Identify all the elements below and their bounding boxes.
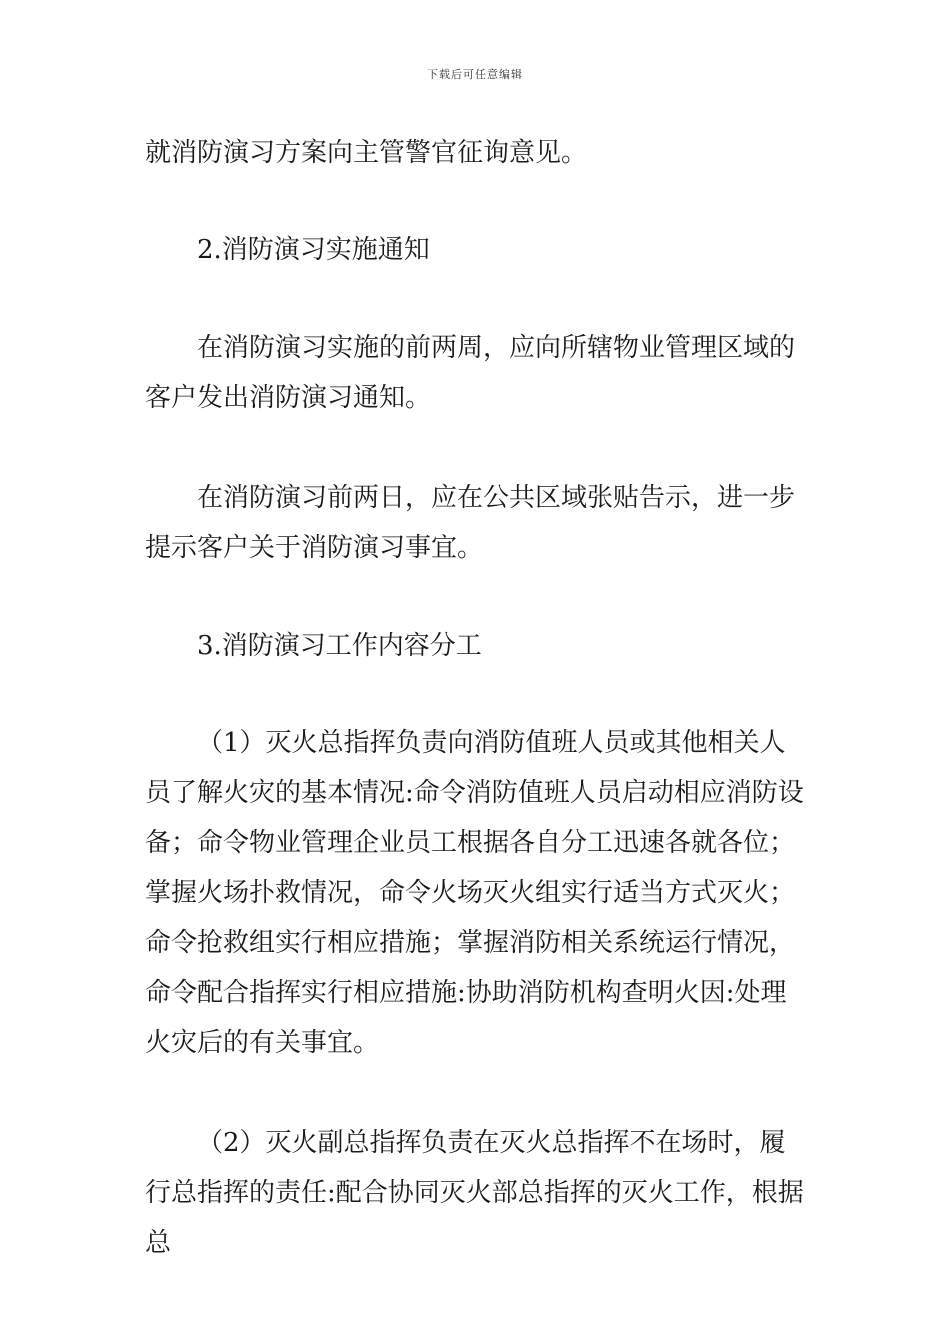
section-heading-notice: 2.消防演习实施通知 xyxy=(197,235,430,265)
paragraph-notice-two-days: 在消防演习前两日，应在公共区域张贴告示，进一步提示客户关于消防演习事宜。 xyxy=(145,483,796,563)
document-body xyxy=(145,128,810,1268)
page-header-note: 下载后可任意编辑 xyxy=(427,68,523,81)
section-heading-division: 3.消防演习工作内容分工 xyxy=(197,631,482,661)
paragraph-deputy-commander-duties: （2）灭火副总指挥负责在灭火总指挥不在场时，履行总指挥的责任:配合协同灭火部总指挥的灭火工作，根据总 xyxy=(145,1128,804,1258)
paragraph-notice-two-weeks: 在消防演习实施的前两周，应向所辖物业管理区域的客户发出消防演习通知。 xyxy=(145,333,796,413)
paragraph-commander-duties: （1）灭火总指挥负责向消防值班人员或其他相关人员了解火灾的基本情况:命令消防值班人员启动相应消防设备；命令物业管理企业员工根据各自分工迅速各就各位；掌握火场扑救情况，命令火场灭火组实行适当方式灭火；命令抢救组实行相应措施；掌握消防相关系统运行情况，命令配合指挥实行相应措施:协助消防机构查明火因:处理火灾后的有关事宜。 xyxy=(145,728,804,1058)
paragraph-continuation: 就消防演习方案向主管警官征询意见。 xyxy=(145,138,588,168)
